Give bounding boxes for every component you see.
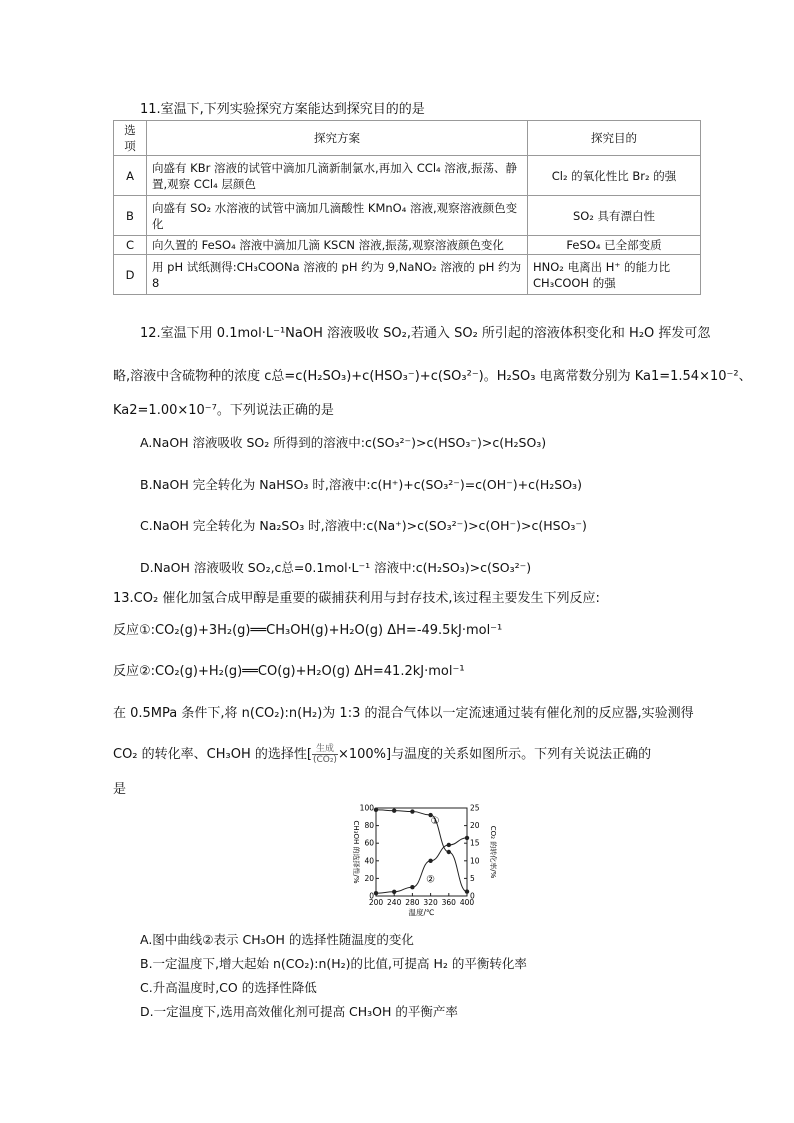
row-option: B <box>114 196 147 236</box>
row-option: A <box>114 156 147 196</box>
header-plan: 探究方案 <box>147 121 528 156</box>
series-point-1 <box>465 889 469 893</box>
x-axis-label: 温度/℃ <box>408 908 435 917</box>
series-point-1 <box>374 808 378 812</box>
temperature-chart <box>340 800 505 920</box>
q12-line2: 略,溶液中含硫物种的浓度 c总=c(H₂SO₃)+c(HSO₃⁻)+c(SO₃²⁻)。H₂SO₃ 电离常数分别为 Ka1=1.54×10⁻²、 <box>113 369 752 384</box>
series-point-2 <box>374 891 378 895</box>
table-header-row <box>114 121 701 156</box>
series-point-1 <box>392 808 396 812</box>
x-tick-label: 320 <box>423 898 438 907</box>
y-right-tick-label: 10 <box>470 856 480 866</box>
row-option: D <box>114 255 147 295</box>
row-goal: HNO₂ 电离出 H⁺ 的能力比 CH₃COOH 的强 <box>528 255 701 295</box>
selectivity-fraction <box>312 744 338 765</box>
series-point-2 <box>465 836 469 840</box>
q13-reaction-1: 反应①:CO₂(g)+3H₂(g)══CH₃OH(g)+H₂O(g) ΔH=-49.5kJ·mol⁻¹ <box>113 623 503 638</box>
x-tick-label: 200 <box>368 898 384 907</box>
q11-table <box>113 120 701 295</box>
row-plan: 向久置的 FeSO₄ 溶液中滴加几滴 KSCN 溶液,振荡,观察溶液颜色变化 <box>147 236 528 255</box>
q13-option-b: B.一定温度下,增大起始 n(CO₂):n(H₂)的比值,可提高 H₂ 的平衡转化率 <box>140 956 527 971</box>
chart-svg <box>340 800 505 920</box>
q13-line2: 在 0.5MPa 条件下,将 n(CO₂):n(H₂)为 1:3 的混合气体以一定流速通过装有催化剂的反应器,实验测得 <box>113 706 694 721</box>
q12-option-b: B.NaOH 完全转化为 NaHSO₃ 时,溶液中:c(H⁺)+c(SO₃²⁻)=c(OH⁻)+c(H₂SO₃) <box>140 477 582 492</box>
row-plan: 用 pH 试纸测得:CH₃COONa 溶液的 pH 约为 9,NaNO₂ 溶液的 pH 约为 8 <box>147 255 528 295</box>
row-goal: Cl₂ 的氧化性比 Br₂ 的强 <box>528 156 701 196</box>
q12-line1: 12.室温下用 0.1mol·L⁻¹NaOH 溶液吸收 SO₂,若通入 SO₂ 所引起的溶液体积变化和 H₂O 挥发可忽 <box>140 326 711 341</box>
q13-line4: 是 <box>113 782 127 797</box>
header-goal: 探究目的 <box>528 121 701 156</box>
y-left-tick-label: 40 <box>364 856 374 866</box>
x-tick-label: 400 <box>459 898 475 907</box>
q13-line3-end: ×100%]与温度的关系如图所示。下列有关说法正确的 <box>337 747 652 762</box>
series-point-1 <box>410 809 414 813</box>
x-tick-label: 280 <box>405 898 420 907</box>
table-row <box>114 196 701 236</box>
series-point-2 <box>447 843 451 847</box>
series-point-2 <box>392 890 396 894</box>
y-left-tick-label: 100 <box>359 803 374 813</box>
q13-option-c: C.升高温度时,CO 的选择性降低 <box>140 980 317 995</box>
x-tick-label: 360 <box>441 898 456 907</box>
table-row <box>114 255 701 295</box>
series-label-2: ② <box>426 874 436 886</box>
plot-frame <box>376 808 467 896</box>
table-row <box>114 236 701 255</box>
series-point-1 <box>447 850 451 854</box>
y-right-tick-label: 5 <box>470 873 475 883</box>
y-right-tick-label: 20 <box>470 821 480 831</box>
header-option: 选项 <box>114 121 147 156</box>
y-left-tick-label: 20 <box>364 873 374 883</box>
q13-option-a: A.图中曲线②表示 CH₃OH 的选择性随温度的变化 <box>140 932 414 947</box>
y-left-axis-label: CH₃OH 的选择性/% <box>352 820 360 884</box>
y-right-axis-label: CO₂ 的转化率/% <box>489 825 497 879</box>
q12-option-c: C.NaOH 完全转化为 Na₂SO₃ 时,溶液中:c(Na⁺)>c(SO₃²⁻)>c(OH⁻)>c(HSO₃⁻) <box>140 518 587 533</box>
q12-line3: Ka2=1.00×10⁻⁷。下列说法正确的是 <box>113 403 334 418</box>
row-plan: 向盛有 SO₂ 水溶液的试管中滴加几滴酸性 KMnO₄ 溶液,观察溶液颜色变化 <box>147 196 528 236</box>
y-left-tick-label: 80 <box>364 821 374 831</box>
y-right-tick-label: 15 <box>470 838 480 848</box>
fraction-denominator: (CO₂) <box>312 755 337 765</box>
fraction-numerator: 生成 <box>312 744 338 755</box>
row-goal: FeSO₄ 已全部变质 <box>528 236 701 255</box>
series-point-2 <box>410 885 414 889</box>
series-label-1: ① <box>430 815 440 827</box>
y-left-tick-label: 0 <box>369 891 374 901</box>
q13-line1: 13.CO₂ 催化加氢合成甲醇是重要的碳捕获利用与封存技术,该过程主要发生下列反应: <box>113 591 600 606</box>
q13-line3 <box>113 744 651 765</box>
q13-line3-start: CO₂ 的转化率、CH₃OH 的选择性[ <box>113 747 312 762</box>
y-right-tick-label: 25 <box>470 803 480 813</box>
q12-option-a: A.NaOH 溶液吸收 SO₂ 所得到的溶液中:c(SO₃²⁻)>c(HSO₃⁻)>c(H₂SO₃) <box>140 435 547 450</box>
series-line-1 <box>376 810 467 892</box>
y-right-tick-label: 0 <box>470 891 475 901</box>
row-plan: 向盛有 KBr 溶液的试管中滴加几滴新制氯水,再加入 CCl₄ 溶液,振荡、静置,观察 CCl₄ 层颜色 <box>147 156 528 196</box>
series-line-2 <box>376 838 467 893</box>
row-option: C <box>114 236 147 255</box>
series-point-2 <box>428 859 432 863</box>
x-tick-label: 240 <box>387 898 402 907</box>
q11-title: 11.室温下,下列实验探究方案能达到探究目的的是 <box>140 102 425 117</box>
q13-reaction-2: 反应②:CO₂(g)+H₂(g)══CO(g)+H₂O(g) ΔH=41.2kJ·mol⁻¹ <box>113 664 465 679</box>
q13-option-d: D.一定温度下,选用高效催化剂可提高 CH₃OH 的平衡产率 <box>140 1004 458 1019</box>
row-goal: SO₂ 具有漂白性 <box>528 196 701 236</box>
table-row <box>114 156 701 196</box>
q12-option-d: D.NaOH 溶液吸收 SO₂,c总=0.1mol·L⁻¹ 溶液中:c(H₂SO₃)>c(SO₃²⁻) <box>140 560 532 575</box>
y-left-tick-label: 60 <box>364 838 374 848</box>
